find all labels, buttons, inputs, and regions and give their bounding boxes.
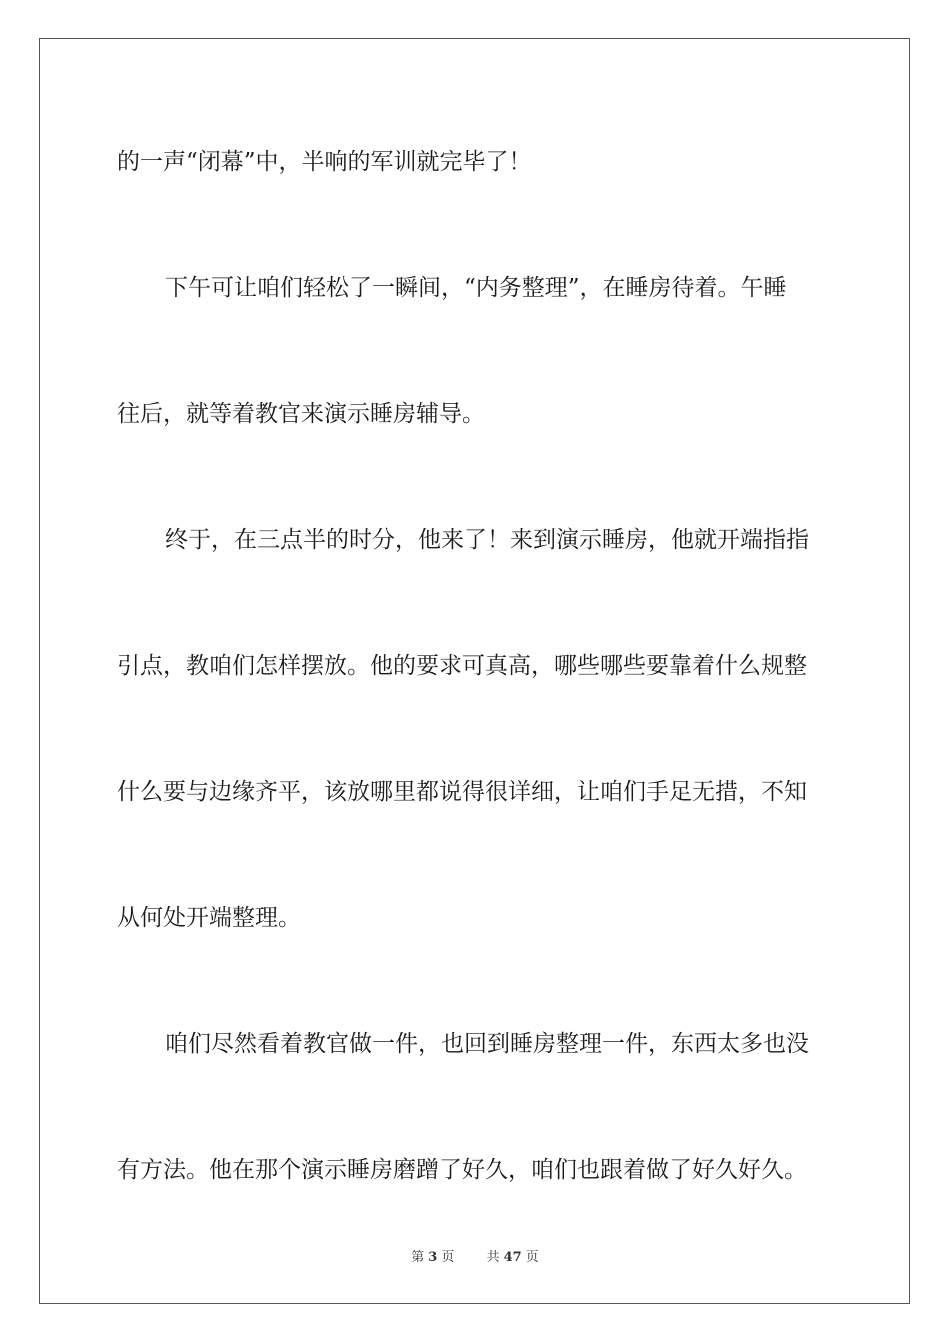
- text-line: 有方法。他在那个演示睡房磨蹭了好久，咱们也跟着做了好久好久。: [117, 1157, 807, 1183]
- total-suffix: 页: [525, 1250, 539, 1265]
- page-footer: [0, 1246, 950, 1265]
- total-pages: 47: [503, 1250, 522, 1265]
- text-line: 咱们尽然看着教官做一件，也回到睡房整理一件，东西太多也没: [165, 1031, 809, 1057]
- total-prefix: 共: [486, 1250, 500, 1265]
- text-line: 往后，就等着教官来演示睡房辅导。: [117, 401, 485, 427]
- text-line: 的一声“闭幕”中，半响的军训就完毕了！: [117, 149, 532, 175]
- text-line: 从何处开端整理。: [117, 905, 301, 931]
- text-line: 下午可让咱们轻松了一瞬间，“内务整理”，在睡房待着。午睡: [165, 275, 787, 301]
- text-line: 引点，教咱们怎样摆放。他的要求可真高，哪些哪些要靠着什么规整: [117, 653, 807, 679]
- page-prefix: 第: [411, 1250, 425, 1265]
- text-line: 终于，在三点半的时分，他来了！来到演示睡房，他就开端指指: [165, 527, 809, 553]
- text-line: 什么要与边缘齐平，该放哪里都说得很详细，让咱们手足无措，不知: [117, 779, 807, 805]
- page-suffix: 页: [441, 1250, 455, 1265]
- page-number: 3: [428, 1250, 438, 1265]
